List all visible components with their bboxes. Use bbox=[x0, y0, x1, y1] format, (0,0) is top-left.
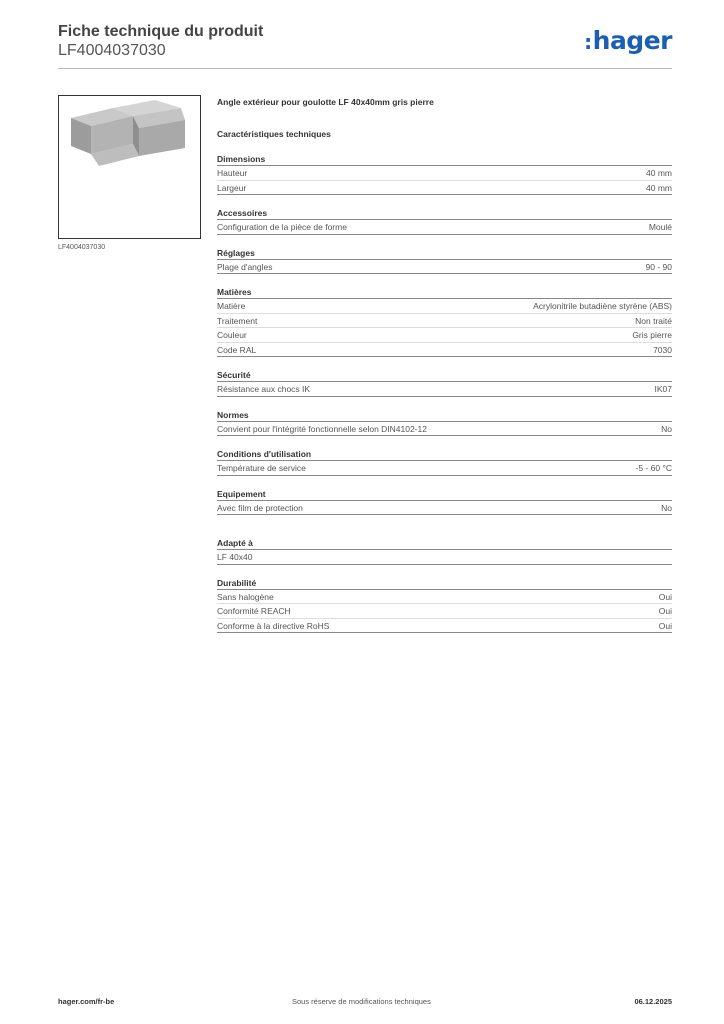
document-title: Fiche technique du produit bbox=[58, 23, 264, 40]
spec-row: Hauteur 40 mm bbox=[217, 166, 672, 181]
spec-row: Température de service -5 - 60 °C bbox=[217, 461, 672, 476]
group-title: Sécurité bbox=[217, 369, 672, 382]
spec-row: Résistance aux chocs IK IK07 bbox=[217, 382, 672, 397]
spec-row: Convient pour l'intégrité fonctionnelle selon DIN4102-12 No bbox=[217, 422, 672, 437]
group-securite bbox=[217, 369, 672, 397]
group-reglages bbox=[217, 247, 672, 275]
spec-row: Matière Acrylonitrile butadiène styrène (ABS) bbox=[217, 299, 672, 314]
spec-row: Code RAL 7030 bbox=[217, 343, 672, 358]
group-title: Dimensions bbox=[217, 153, 672, 166]
group-conditions bbox=[217, 448, 672, 476]
group-equipement bbox=[217, 488, 672, 516]
group-dimensions bbox=[217, 153, 672, 195]
group-title: Equipement bbox=[217, 488, 672, 501]
hager-logo: :hager bbox=[584, 26, 672, 55]
group-matieres bbox=[217, 286, 672, 357]
group-title: Normes bbox=[217, 409, 672, 422]
group-durabilite bbox=[217, 577, 672, 634]
group-title: Conditions d'utilisation bbox=[217, 448, 672, 461]
page-header bbox=[58, 22, 672, 69]
group-accessoires bbox=[217, 207, 672, 235]
footer-date: 06.12.2025 bbox=[634, 997, 672, 1006]
spec-row: Largeur 40 mm bbox=[217, 181, 672, 196]
spec-row: Avec film de protection No bbox=[217, 501, 672, 516]
product-reference: LF4004037030 bbox=[58, 42, 166, 59]
group-normes bbox=[217, 409, 672, 437]
spec-row: Conformité REACH Oui bbox=[217, 604, 672, 619]
spec-row: Couleur Gris pierre bbox=[217, 328, 672, 343]
footer-disclaimer: Sous réserve de modifications techniques bbox=[292, 997, 431, 1006]
spec-row: Sans halogène Oui bbox=[217, 590, 672, 605]
group-title: Durabilité bbox=[217, 577, 672, 590]
spec-row: LF 40x40 bbox=[217, 550, 672, 565]
spec-row: Configuration de la pièce de forme Moulé bbox=[217, 220, 672, 235]
outer-angle-illustration bbox=[59, 96, 200, 238]
group-title: Accessoires bbox=[217, 207, 672, 220]
group-title: Adapté à bbox=[217, 537, 672, 550]
footer-website[interactable]: hager.com/fr-be bbox=[58, 997, 115, 1006]
group-adapte bbox=[217, 537, 672, 565]
group-title: Réglages bbox=[217, 247, 672, 260]
image-caption: LF4004037030 bbox=[58, 244, 106, 251]
product-name: Angle extérieur pour goulotte LF 40x40mm gris pierre bbox=[217, 97, 434, 107]
spec-row: Plage d'angles 90 - 90 bbox=[217, 260, 672, 275]
group-title: Matières bbox=[217, 286, 672, 299]
product-image bbox=[58, 95, 201, 239]
spec-row: Traitement Non traité bbox=[217, 314, 672, 329]
section-technical: Caractéristiques techniques bbox=[217, 129, 331, 139]
spec-row: Conforme à la directive RoHS Oui bbox=[217, 619, 672, 634]
spec-content bbox=[217, 95, 672, 633]
